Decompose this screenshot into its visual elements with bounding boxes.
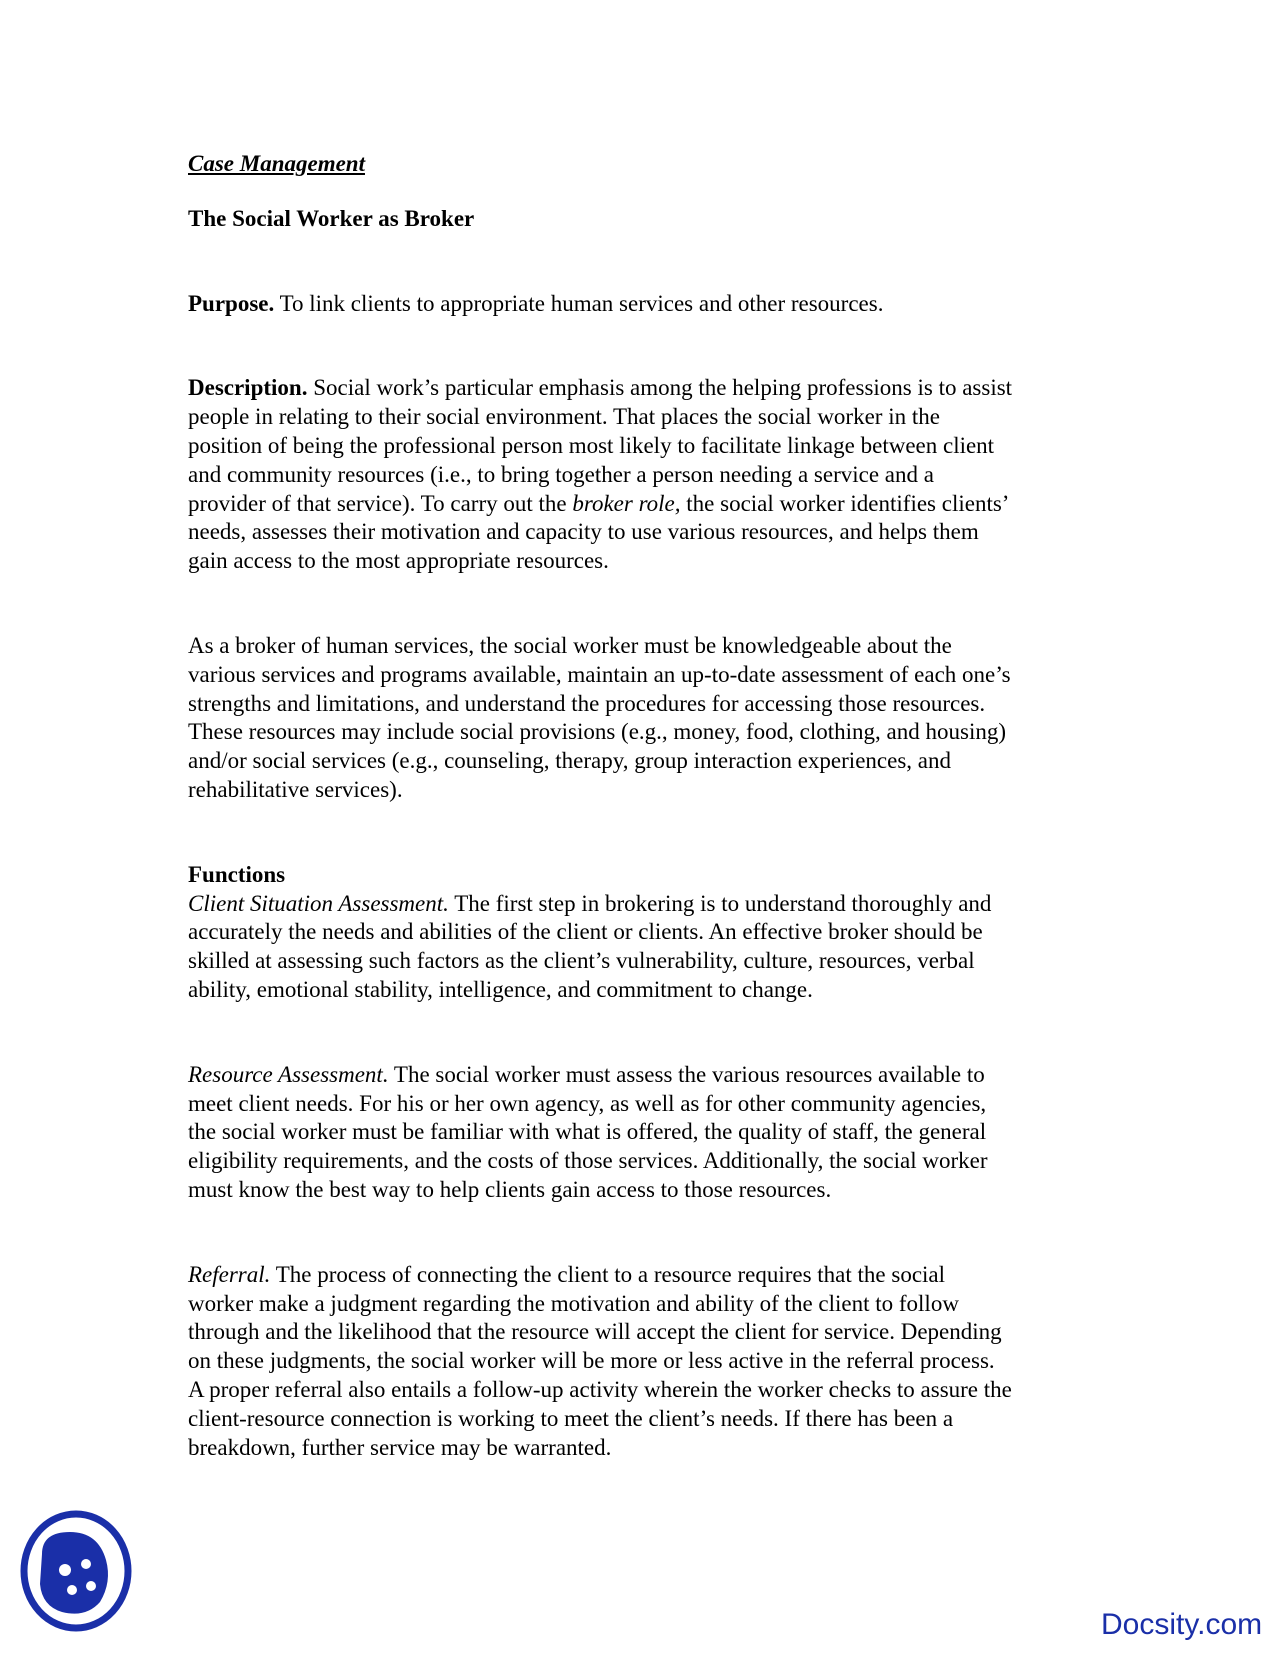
description-paragraph: Description. Social work’s particular emphasis among the helping professions is to assist people in relating to their social environment. That places the social worker in the position of being the professional person most likely to facilitate linkage between client and community resources (i.e., to bring together a person needing a service and a provider of that service). To carry out the broker role, the social worker identifies clients’ needs, assesses their motivation and capacity to use various resources, and helps them gain access to the most appropriate resources.: [188, 375, 1013, 574]
page-subtitle: The Social Worker as Broker: [188, 205, 475, 231]
client-assessment-label: Client Situation Assessment.: [188, 890, 449, 916]
docsity-watermark[interactable]: Docsity.com: [1101, 1608, 1263, 1641]
referral-label: Referral.: [188, 1261, 271, 1287]
broker-role-term: broker role,: [572, 490, 681, 516]
page-heading: Case Management: [188, 151, 365, 176]
purpose-label: Purpose.: [188, 290, 275, 316]
docsity-logo-icon: [20, 1510, 132, 1632]
referral-paragraph: Referral. The process of connecting the client to a resource requires that the social worker make a judgment regarding the motivation and ability of the client to follow through and the likelihood that the resource will accept the client for service. Depending on these judgments, the social worker will be more or less active in the referral process. A proper referral also entails a follow-up activity wherein the worker checks to assure the client-resource connection is working to meet the client’s needs. If there has been a breakdown, further service may be warranted.: [188, 1261, 1012, 1460]
description-label: Description.: [188, 375, 308, 401]
broker-paragraph: As a broker of human services, the social worker must be knowledgeable about the various services and programs available, maintain an up-to-date assessment of each one’s strengths and limitations, and understand the procedures for accessing those resources. These resources may include social provisions (e.g., money, food, clothing, and housing) and/or social services (e.g., counseling, therapy, group interaction experiences, and rehabilitative services).: [188, 632, 1011, 802]
purpose-text: To link clients to appropriate human services and other resources.: [274, 290, 884, 316]
functions-heading: Functions: [188, 861, 286, 887]
resource-assessment-label: Resource Assessment.: [188, 1061, 389, 1087]
document-page: [188, 150, 1088, 1462]
resource-assessment-paragraph: Resource Assessment. The social worker must assess the various resources available to meet client needs. For his or her own agency, as well as for other community agencies, the social worker must be familiar with what is offered, the quality of staff, the general eligibility requirements, and the costs of those services. Additionally, the social worker must know the best way to help clients gain access to those resources.: [188, 1061, 988, 1202]
functions-section: Functions Client Situation Assessment. The first step in brokering is to understand thoroughly and accurately the needs and abilities of the client or clients. An effective broker should be skilled at assessing such factors as the client’s vulnerability, culture, resources, verbal ability, emotional stability, intelligence, and commitment to change.: [188, 861, 992, 1002]
purpose-paragraph: [188, 290, 1088, 319]
